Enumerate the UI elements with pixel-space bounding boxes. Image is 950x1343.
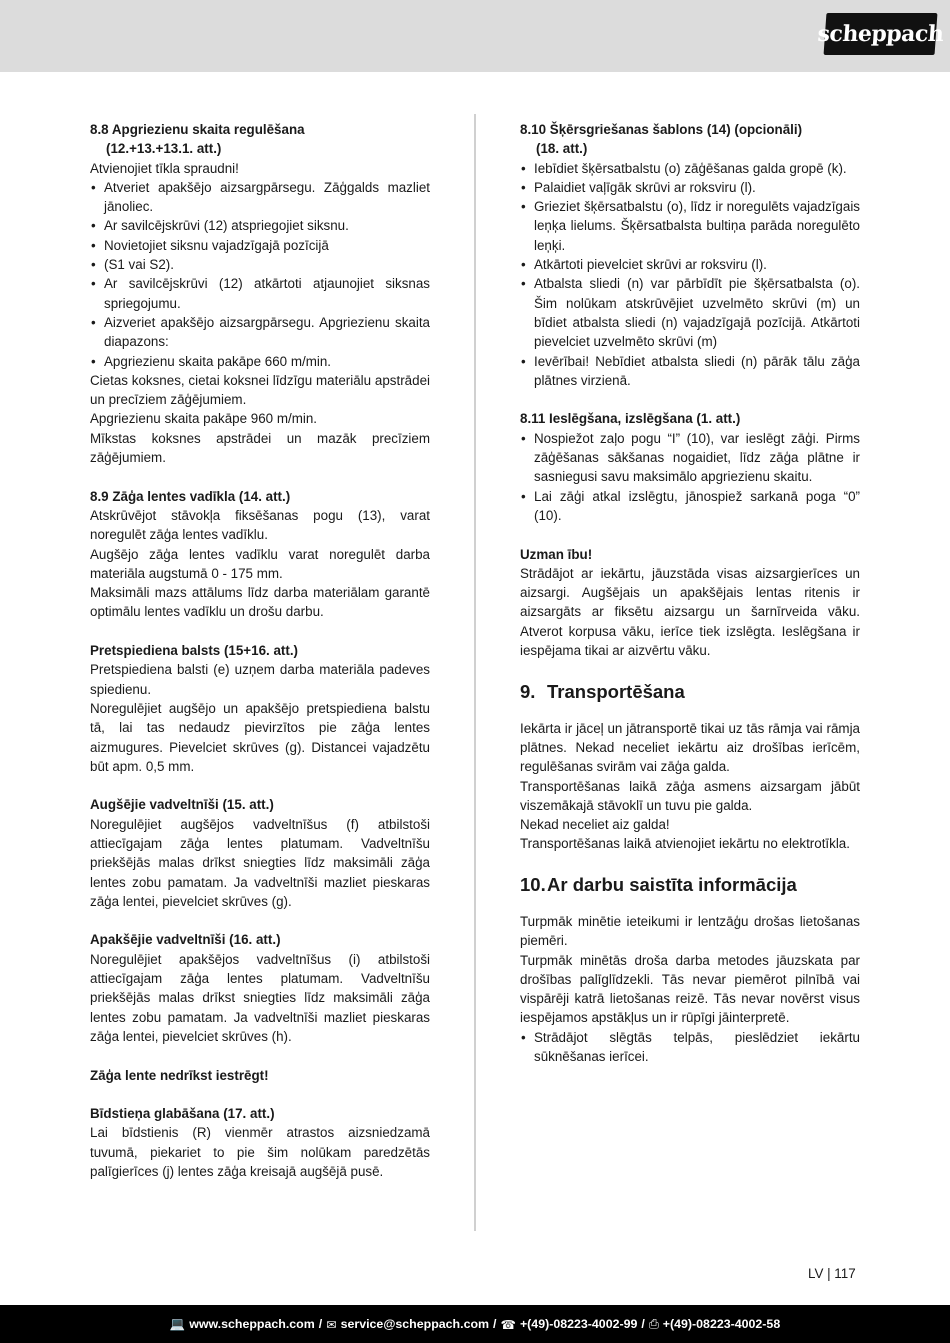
block-heading: Zāģa lente nedrīkst iestrēgt! <box>90 1067 269 1083</box>
column-divider <box>474 114 476 1231</box>
bullet-item: • Ar savilcējskrūvi (12) atkārtoti atjaunojiet siksnas spriegojumu. <box>90 274 430 313</box>
paragraph: Atvienojiet tīkla spraudni! <box>90 160 239 176</box>
footer-phone[interactable]: +(49)-08223-4002-99 <box>519 1317 638 1331</box>
bullet-item: • Nospiežot zaļo pogu “I” (10), var ieslēgt zāģi. Pirms zāģēšanas sākšanas nogaidiet, līdz zāģa plātne ir sasniegusi savu maksimālo apgriezienu skaitu. <box>520 429 860 487</box>
footer-email[interactable]: service@scheppach.com <box>340 1317 490 1331</box>
text-block <box>520 120 860 390</box>
bullet-item: • Iebīdiet šķērsatbalstu (o) zāģēšanas galda gropē (k). <box>520 159 860 178</box>
paragraph: Atskrūvējot stāvokļa fiksēšanas pogu (13), varat noregulēt zāģa lentes vadīklu. <box>90 507 430 543</box>
bullet-list <box>520 1028 860 1067</box>
text-block <box>520 545 860 661</box>
paragraph: Turpmāk minētie ieteikumi ir lentzāģu drošas lietošanas piemēri. <box>520 913 860 949</box>
text-block <box>90 487 430 622</box>
paragraph: Transportēšanas laikā zāģa asmens aizsargam jābūt viszemākajā stāvoklī un tuvu pie galda. <box>520 778 860 813</box>
paragraph: Noregulējiet augšējo un apakšējo pretspiediena balstu tā, lai tas nedaudz pievirzītos pie zāģa lentes aizmugures. Pievelciet skrūves (g). Distancei vajadzētu būt apm. 0,5 mm. <box>90 700 430 774</box>
bullet-item: • Ievērībai! Nebīdiet atbalsta sliedi (n) pārāk tālu zāģa plātnes virzienā. <box>520 352 860 391</box>
paragraph: Pretspiediena balsti (e) uzņem darba materiāla padeves spiedienu. <box>90 662 430 697</box>
phone-icon: ☎ <box>500 1317 516 1332</box>
bullet-item: • Atkārtoti pievelciet skrūvi ar roksviru (l). <box>520 255 860 274</box>
section-title: Ar darbu saistīta informācija <box>547 873 797 895</box>
paragraph: Transportēšanas laikā atvienojiet iekārtu no elektrotīkla. <box>520 836 850 852</box>
bullet-item: • Novietojiet siksnu vajadzīgajā pozīcijā <box>90 236 430 255</box>
computer-icon: 💻 <box>169 1316 186 1331</box>
block-heading: Augšējie vadveltnīši (15. att.) <box>90 797 274 813</box>
section-number: 10. <box>520 873 546 895</box>
block-heading: 8.10 Šķērsgriešanas šablons (14) (opcionāli) <box>520 122 803 137</box>
bullet-list <box>90 178 430 371</box>
section-title: Transportēšana <box>547 680 685 702</box>
bullet-list <box>520 429 860 525</box>
paragraph: Noregulējiet augšējos vadveltnīšus (f) atbilstoši attiecīgajam zāģa lentes platumam. Vadveltnīšu priekšējās malas drīkst sniegties līdz maksimāli zāģa lentes zobu pamatam. Ja vadveltnīši mazliet pieskaras zāģa lentei, pievelciet skrūves (g). <box>90 816 430 909</box>
text-block <box>90 120 430 467</box>
footer-separator: / <box>318 1317 323 1331</box>
paragraph: Maksimāli mazs attālums līdz darba materiālam garantē optimālu lentes vadīklu un drošu darbu. <box>90 585 430 620</box>
bullet-list <box>520 159 860 391</box>
text-block <box>90 1104 430 1181</box>
paragraph: Iekārta ir jāceļ un jātransportē tikai uz tās rāmja vai rāmja plātnes. Nekad neceliet iekārtu aiz drošības ierīcēm, regulēšanas svirām vai zāģa galda. <box>520 720 860 775</box>
right-column <box>520 120 860 1086</box>
bullet-item: • Atveriet apakšējo aizsargpārsegu. Zāģgalds mazliet jānoliec. <box>90 178 430 217</box>
block-heading: Apakšējie vadveltnīši (16. att.) <box>90 932 281 948</box>
fax-icon: ⎙ <box>648 1316 659 1331</box>
footer-separator: / <box>493 1317 497 1331</box>
footer-separator: / <box>641 1317 645 1331</box>
paragraph: Nekad neceliet aiz galda! <box>520 817 670 833</box>
block-heading: Bīdstieņa glabāšana (17. att.) <box>90 1106 275 1122</box>
bullet-item: • Aizveriet apakšējo aizsargpārsegu. Apgriezienu skaita diapazons: <box>90 313 430 352</box>
mail-icon: ✉ <box>326 1317 337 1332</box>
bullet-item: • Grieziet šķērsatbalstu (o), līdz ir noregulēts vajadzīgais leņķa lielums. Šķērsatbalsta bultiņa parāda noregulēto leņķi. <box>520 197 860 255</box>
block-heading: 8.9 Zāģa lentes vadīkla (14. att.) <box>90 488 291 504</box>
text-block <box>90 930 430 1046</box>
block-heading: 8.8 Apgriezienu skaita regulēšana <box>90 122 305 137</box>
text-block <box>520 409 860 525</box>
left-column <box>90 120 430 1201</box>
paragraph: Mīkstas koksnes apstrādei un mazāk precīziem zāģējumiem. <box>90 430 430 466</box>
paragraph: Turpmāk minētās droša darba metodes jāuzskata par drošības palīglīdzekli. Tās nevar piemērot pilnībā vai vispārēji katrā lietošanas reizē. Tās nevar novērst visus iespējamos apstākļus un ir rūpīgi jāinterpretē. <box>520 952 860 1026</box>
footer-bar <box>0 1305 950 1343</box>
footer-fax: +(49)-08223-4002-58 <box>662 1317 781 1331</box>
paragraph: Cietas koksnes, cietai koksnei līdzīgu materiālu apstrādei un precīziem zāģējumiem. <box>90 372 430 408</box>
header-band <box>0 0 950 72</box>
paragraph: Noregulējiet apakšējos vadveltnīšus (i) atbilstoši attiecīgajam zāģa lentes platumam. Vadveltnīšu priekšējās malas drīkst sniegties līdz maksimāli zāģa lentes zobu pamatam. Ja vadveltnīši mazliet pieskaras zāģa lentei, pievelciet skrūves (h). <box>90 951 430 1044</box>
paragraph: Augšējo zāģa lentes vadīklu varat noregulēt darba materiāla augstumā 0 - 175 mm. <box>90 546 430 581</box>
footer-website[interactable]: www.scheppach.com <box>189 1317 315 1331</box>
bullet-item: • Apgriezienu skaita pakāpe 660 m/min. <box>90 352 430 371</box>
bullet-item: • Strādājot slēgtās telpās, pieslēdziet iekārtu sūknēšanas ierīcei. <box>520 1028 860 1067</box>
text-block <box>90 641 430 776</box>
section-heading <box>520 680 860 704</box>
text-block <box>520 912 860 1066</box>
section-heading <box>520 873 860 897</box>
block-heading: 8.11 Ieslēgšana, izslēgšana (1. att.) <box>520 411 741 427</box>
scheppach-logo: scheppach <box>824 13 938 55</box>
bullet-item: • Ar savilcējskrūvi (12) atspriegojiet siksnu. <box>90 216 430 235</box>
block-heading: (18. att.) <box>536 141 588 157</box>
paragraph: Strādājot ar iekārtu, jāuzstāda visas aizsargierīces un aizsargi. Augšējais un apakšējais lentas ritenis ir aizsargāts ar fiksētu aizsargu un šarnīrveida vāku. Atverot korpusa vāku, ierīce tiek izslēgta. Ieslēgšana ir iespējama tikai ar aizvērtu vāku. <box>520 565 860 659</box>
page-number: LV | 117 <box>808 1266 856 1281</box>
block-heading: Pretspiediena balsts (15+16. att.) <box>90 643 299 659</box>
text-block <box>520 719 860 854</box>
bullet-item: • Atbalsta sliedi (n) var pārbīdīt pie šķērsatbalsta (o). Šim nolūkam atskrūvējiet uzvelmēto skrūvi (m) un bīdiet atbalsta sliedi (n) vajadzīgajā pozīcijā. Atkārtoti pievelciet uzvelmēto skrūvi (m) <box>520 274 860 351</box>
block-heading: (12.+13.+13.1. att.) <box>106 141 222 157</box>
bullet-item: • Palaidiet vaļīgāk skrūvi ar roksviru (l). <box>520 178 860 197</box>
bullet-item: • (S1 vai S2). <box>90 255 430 274</box>
block-heading: Uzman ību! <box>520 546 593 562</box>
section-number: 9. <box>520 680 536 702</box>
bullet-item: • Lai zāģi atkal izslēgtu, jānospiež sarkanā poga “0” (10). <box>520 487 860 526</box>
paragraph: Apgriezienu skaita pakāpe 960 m/min. <box>90 411 318 427</box>
paragraph: Lai bīdstienis (R) vienmēr atrastos aizsniedzamā tuvumā, piekariet to pie šim nolūkam paredzētās palīgierīces (j) lentes zāģa kreisajā augšējā pusē. <box>90 1125 430 1180</box>
text-block <box>90 795 430 911</box>
text-block <box>90 1066 430 1085</box>
